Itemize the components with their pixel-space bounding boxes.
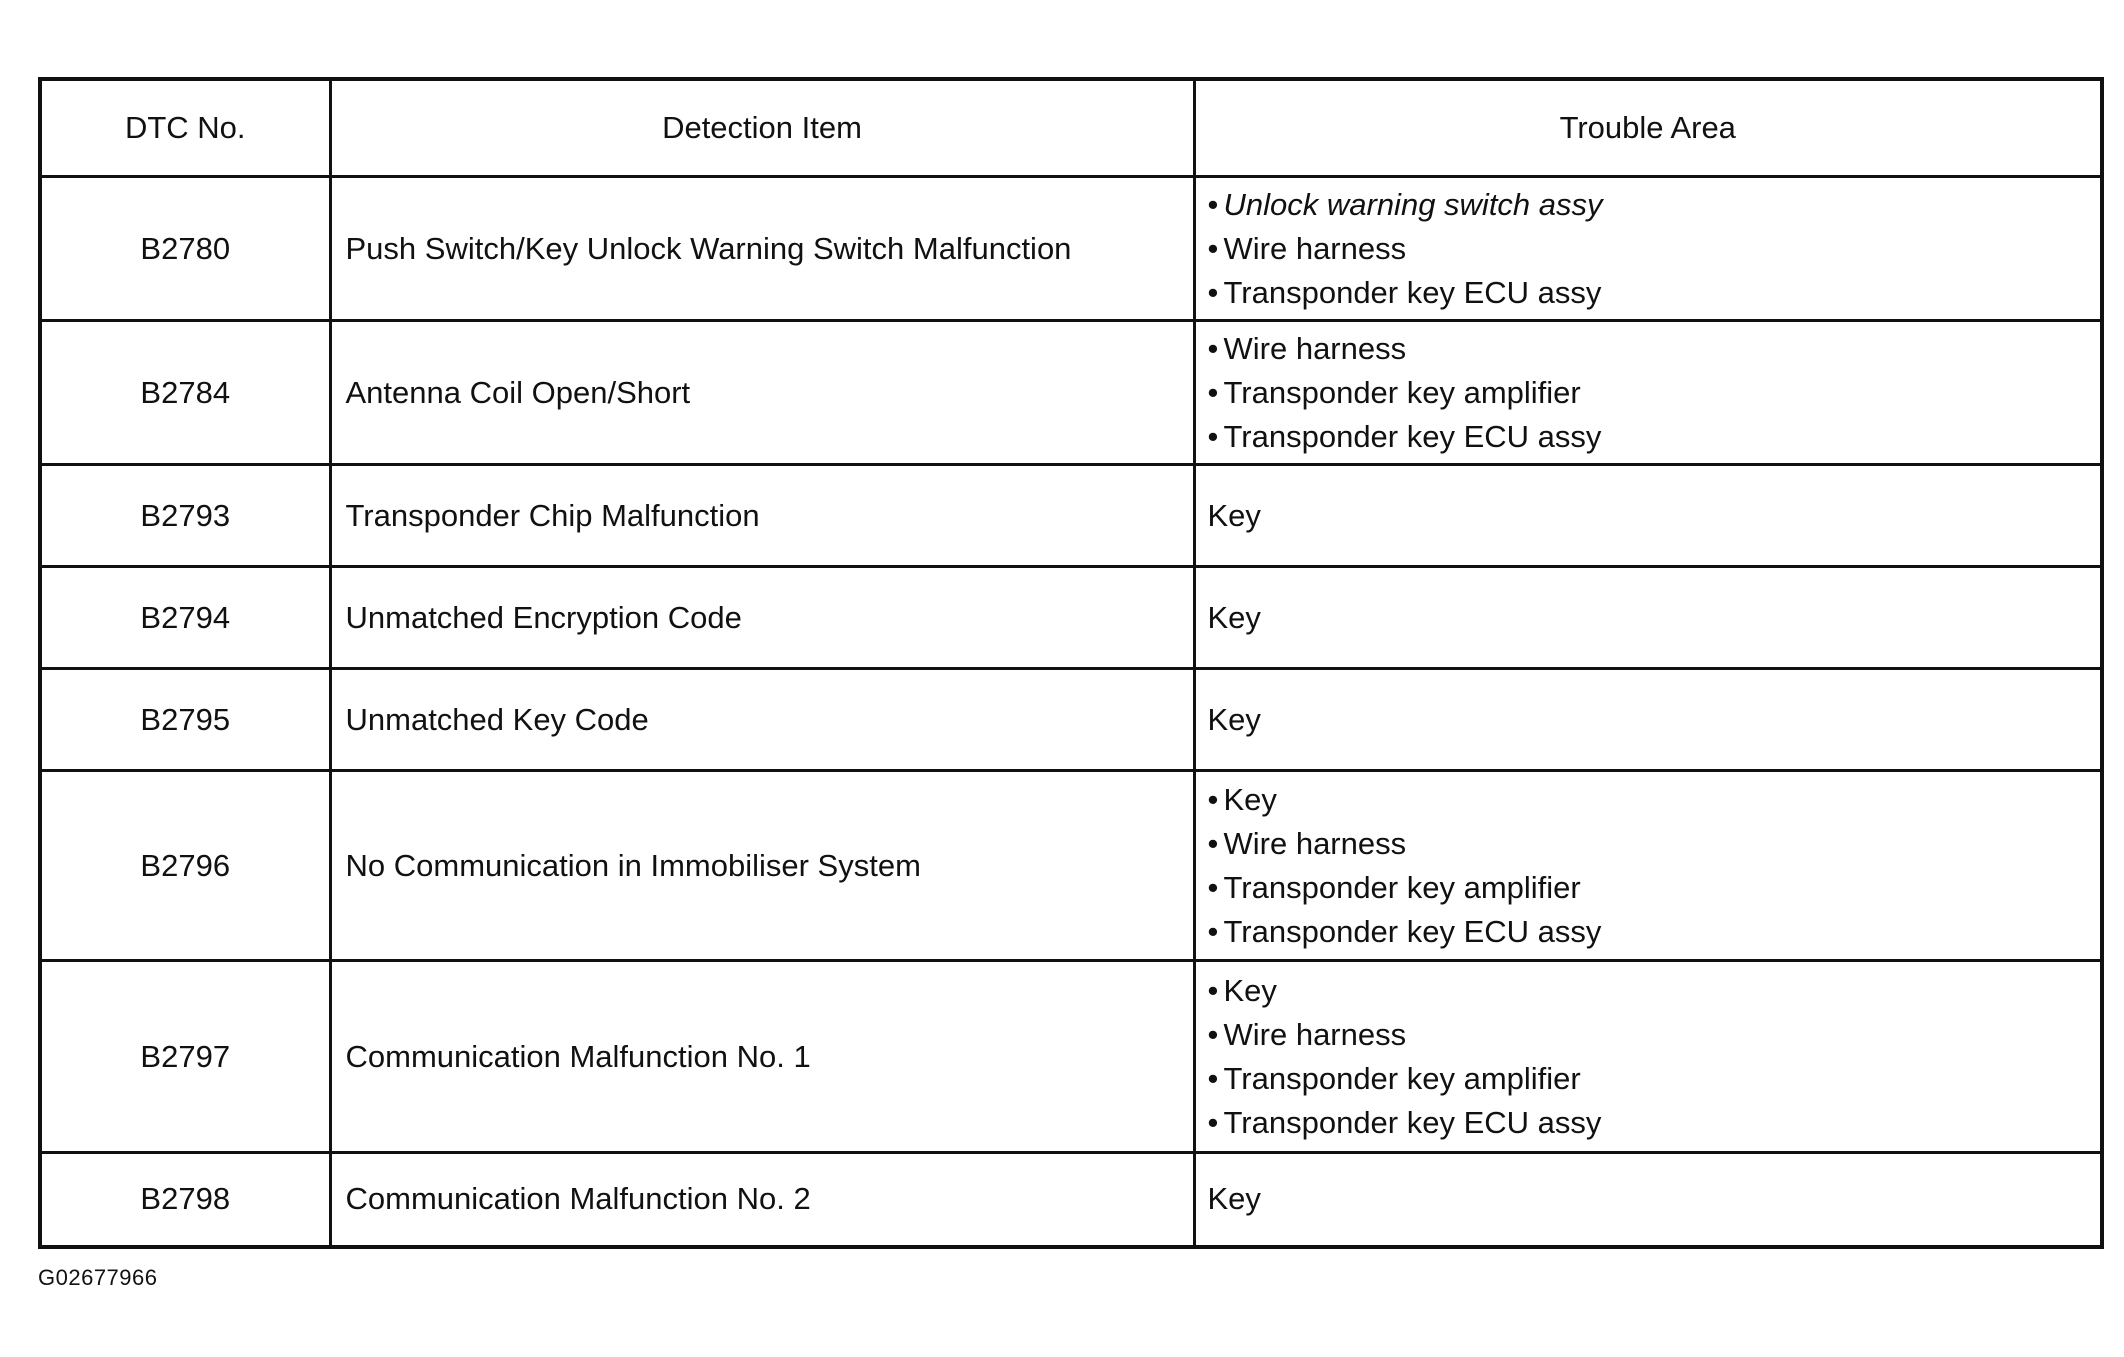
trouble-area-list [1208,327,2101,459]
trouble-area-item [1208,866,2101,910]
table-row [40,961,2102,1153]
trouble-area-text: Transponder key ECU assy [1223,913,1602,949]
bullet-icon: • [1207,374,1219,410]
trouble-area-text: Key [1207,497,1261,533]
detection-item: Transponder Chip Malfunction [330,465,1194,567]
header-detection-item: Detection Item [330,79,1194,177]
header-trouble-area: Trouble Area [1194,79,2102,177]
trouble-area-text: Wire harness [1223,1016,1407,1052]
trouble-area [1194,771,2102,961]
table-row [40,1153,2102,1247]
trouble-area [1194,321,2102,465]
bullet-icon: • [1207,230,1219,266]
detection-item: Antenna Coil Open/Short [330,321,1194,465]
header-row [40,79,2102,177]
trouble-area-item [1208,1101,2101,1145]
trouble-area [1194,465,2102,567]
trouble-area-list [1208,778,2101,954]
trouble-area-item [1208,778,2101,822]
trouble-area-item [1208,969,2101,1013]
figure-id: G02677966 [38,1265,158,1290]
bullet-icon: • [1207,274,1219,310]
bullet-icon: • [1207,186,1219,222]
trouble-area-text: Key [1223,781,1277,817]
dtc-table [38,77,2104,1249]
bullet-icon: • [1207,1104,1219,1140]
bullet-icon: • [1207,1016,1219,1052]
trouble-area-text: Transponder key amplifier [1223,869,1581,905]
trouble-area-text: Transponder key amplifier [1223,374,1581,410]
detection-item: Unmatched Key Code [330,669,1194,771]
dtc-code: B2793 [40,465,330,567]
table-row [40,669,2102,771]
bullet-icon: • [1207,825,1219,861]
trouble-area-list [1208,969,2101,1145]
detection-item: Communication Malfunction No. 2 [330,1153,1194,1247]
trouble-area-item [1208,371,2101,415]
table-row [40,465,2102,567]
dtc-code: B2794 [40,567,330,669]
trouble-area-text: Wire harness [1223,825,1407,861]
trouble-area-text: Wire harness [1223,230,1407,266]
trouble-area-item [1208,227,2101,271]
trouble-area-text: Key [1223,972,1277,1008]
bullet-icon: • [1207,869,1219,905]
trouble-area-item [1208,910,2101,954]
bullet-icon: • [1207,418,1219,454]
trouble-area-item [1208,822,2101,866]
table-row [40,177,2102,321]
table-row [40,771,2102,961]
table-body [40,177,2102,1247]
detection-item: Push Switch/Key Unlock Warning Switch Malfunction [330,177,1194,321]
header-dtc-no: DTC No. [40,79,330,177]
bullet-icon: • [1207,1060,1219,1096]
trouble-area [1194,567,2102,669]
trouble-area-text: Key [1207,701,1261,737]
bullet-icon: • [1207,781,1219,817]
dtc-code: B2796 [40,771,330,961]
dtc-code: B2784 [40,321,330,465]
trouble-area-item [1208,327,2101,371]
dtc-code: B2780 [40,177,330,321]
detection-item: No Communication in Immobiliser System [330,771,1194,961]
trouble-area-item [1208,415,2101,459]
trouble-area-text: Wire harness [1223,330,1407,366]
dtc-code: B2797 [40,961,330,1153]
trouble-area-text: Transponder key ECU assy [1223,1104,1602,1140]
detection-item: Communication Malfunction No. 1 [330,961,1194,1153]
trouble-area-item [1208,183,2101,227]
detection-item: Unmatched Encryption Code [330,567,1194,669]
trouble-area-text: Key [1207,1181,1261,1217]
trouble-area [1194,669,2102,771]
dtc-code: B2795 [40,669,330,771]
table-row [40,321,2102,465]
trouble-area-text: Key [1207,599,1261,635]
trouble-area-text: Unlock warning switch assy [1223,186,1603,222]
trouble-area [1194,1153,2102,1247]
trouble-area-list [1208,183,2101,315]
trouble-area [1194,177,2102,321]
trouble-area-item [1208,1013,2101,1057]
trouble-area-text: Transponder key amplifier [1223,1060,1581,1096]
trouble-area-text: Transponder key ECU assy [1223,418,1602,454]
dtc-code: B2798 [40,1153,330,1247]
trouble-area-item [1208,1057,2101,1101]
bullet-icon: • [1207,972,1219,1008]
table-row [40,567,2102,669]
trouble-area-text: Transponder key ECU assy [1223,274,1602,310]
bullet-icon: • [1207,330,1219,366]
trouble-area [1194,961,2102,1153]
bullet-icon: • [1207,913,1219,949]
trouble-area-item [1208,271,2101,315]
